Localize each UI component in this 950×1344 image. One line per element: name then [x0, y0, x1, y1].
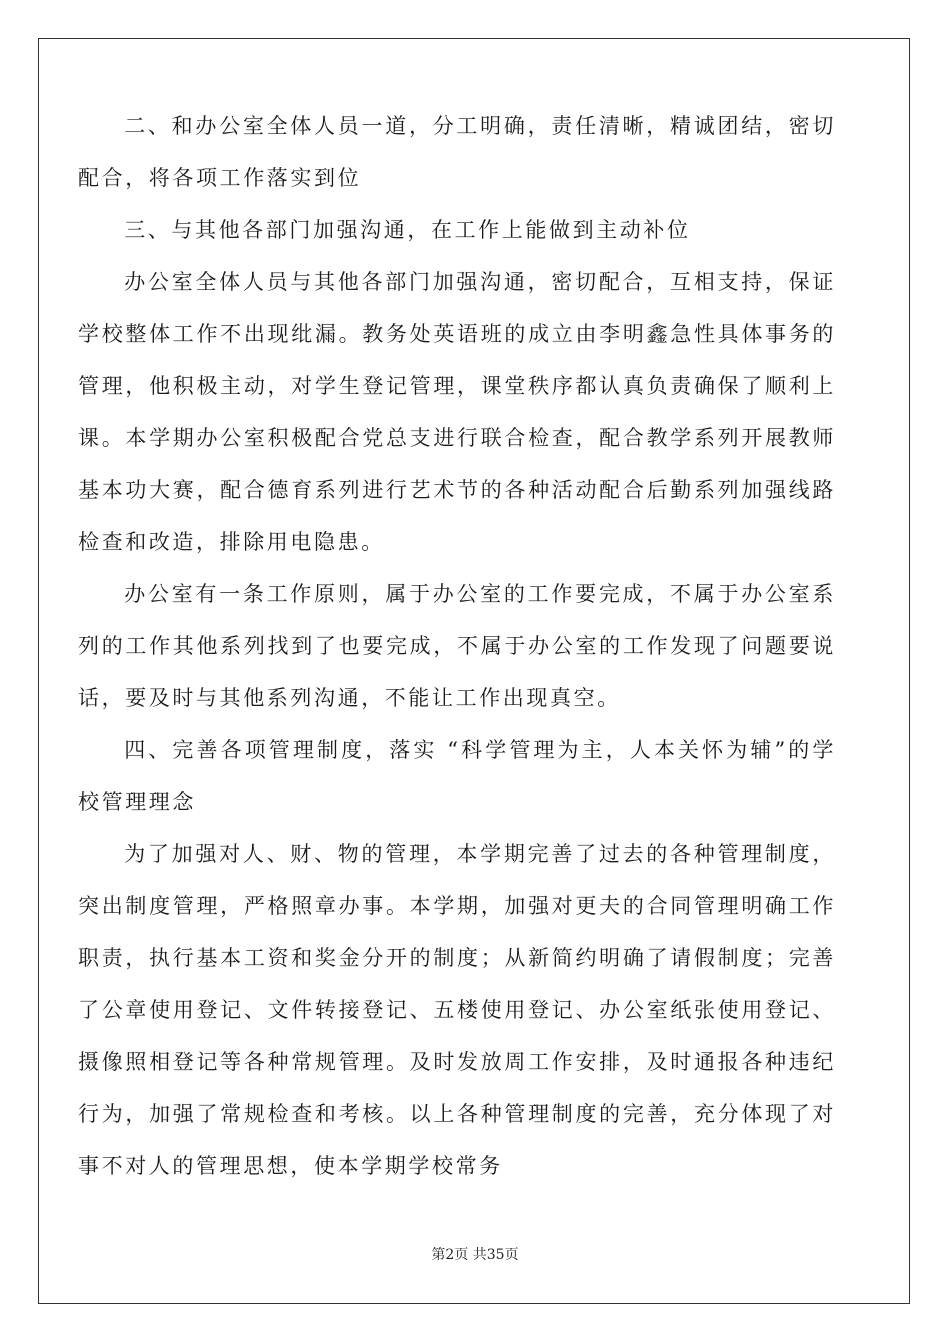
paragraph-5: 四、完善各项管理制度，落实 “科学管理为主，人本关怀为辅”的学校管理理念	[78, 738, 836, 814]
paragraph-2: 三、与其他各部门加强沟通，在工作上能做到主动补位	[124, 218, 691, 242]
page-number: 第2页 共35页	[431, 1247, 519, 1263]
document-body	[78, 100, 836, 1192]
paragraph-1: 二、和办公室全体人员一道，分工明确，责任清晰，精诚团结，密切配合，将各项工作落实到位	[78, 114, 836, 190]
paragraph-4: 办公室有一条工作原则，属于办公室的工作要完成，不属于办公室系列的工作其他系列找到了也要完成，不属于办公室的工作发现了问题要说话，要及时与其他系列沟通，不能让工作出现真空。	[78, 582, 836, 710]
paragraph-6: 为了加强对人、财、物的管理，本学期完善了过去的各种管理制度，突出制度管理，严格照章办事。本学期，加强对更夫的合同管理明确工作职责，执行基本工资和奖金分开的制度；从新简约明确了请假制度；完善了公章使用登记、文件转接登记、五楼使用登记、办公室纸张使用登记、摄像照相登记等各种常规管理。及时发放周工作安排，及时通报各种违纪行为，加强了常规检查和考核。以上各种管理制度的完善，充分体现了对事不对人的管理思想，使本学期学校常务	[78, 842, 836, 1178]
paragraph-3: 办公室全体人员与其他各部门加强沟通，密切配合，互相支持，保证学校整体工作不出现纰漏。教务处英语班的成立由李明鑫急性具体事务的管理，他积极主动，对学生登记管理，课堂秩序都认真负责确保了顺利上课。本学期办公室积极配合党总支进行联合检查，配合教学系列开展教师基本功大赛，配合德育系列进行艺术节的各种活动配合后勤系列加强线路检查和改造，排除用电隐患。	[78, 270, 836, 554]
